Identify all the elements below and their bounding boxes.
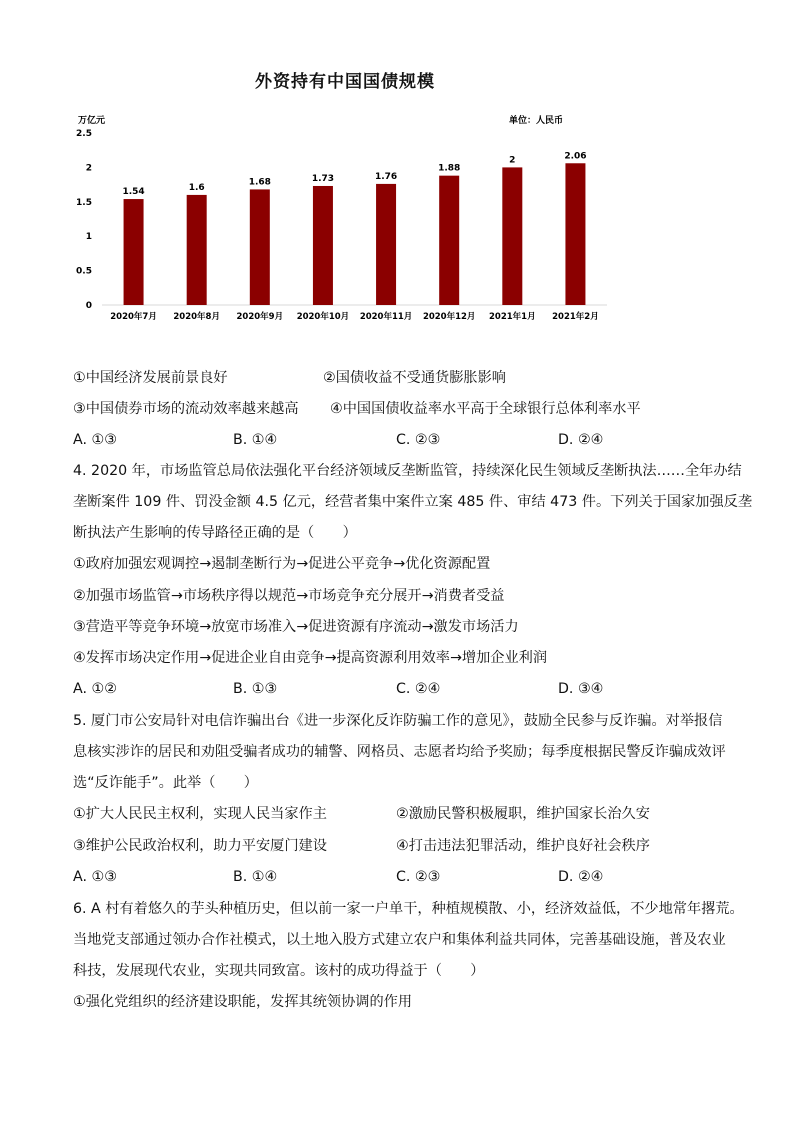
data-label: 1.88 <box>438 163 461 174</box>
q5-statement-1: ①扩大人民民主权利，实现人民当家作主 <box>73 806 327 822</box>
bar <box>124 199 144 305</box>
q5-stem-line-3: 选“反诈能手”。此举（ ） <box>73 775 258 791</box>
y-tick-label: 2.5 <box>76 129 92 139</box>
bar <box>502 167 522 305</box>
data-label: 1.76 <box>374 171 398 182</box>
x-tick-label: 2021年1月 <box>489 312 536 322</box>
q6-statement-1: ①强化党组织的经济建设职能，发挥其统领协调的作用 <box>73 994 413 1010</box>
x-tick-label: 2020年9月 <box>236 312 284 322</box>
q4-option-b: B. ①③ <box>233 681 278 697</box>
q5-option-c: C. ②③ <box>396 869 441 885</box>
data-label: 1.6 <box>188 182 205 193</box>
bar <box>250 189 270 305</box>
q4-statement-2: ②加强市场监管→市场秩序得以规范→市场竞争充分展开→消费者受益 <box>73 588 505 604</box>
q5-stem-line-2: 息核实涉诈的居民和劝阻受骗者成功的辅警、网格员、志愿者均给予奖励；每季度根据民警反诈骗成效评 <box>73 744 726 760</box>
bar <box>313 186 333 305</box>
bar <box>376 184 396 305</box>
q3-option-d: D. ②④ <box>558 432 604 448</box>
q4-stem-line-1: 4. 2020 年，市场监管总局依法强化平台经济领域反垄断监管，持续深化民生领域反垄断执法……全年办结 <box>73 463 742 479</box>
x-tick-label: 2020年11月 <box>359 312 413 322</box>
y-tick-label: 1.5 <box>76 197 92 208</box>
data-label: 2.06 <box>564 151 587 162</box>
x-tick-label: 2021年2月 <box>552 312 599 322</box>
y-axis-label: 万亿元 <box>78 116 106 126</box>
q4-statement-1: ①政府加强宏观调控→遏制垄断行为→促进公平竞争→优化资源配置 <box>73 556 491 572</box>
q5-stem-line-1: 5. 厦门市公安局针对电信诈骗出台《进一步深化反诈防骗工作的意见》，鼓励全民参与反诈骗。对举报信 <box>73 713 723 729</box>
q4-stem-line-3: 断执法产生影响的传导路径正确的是（ ） <box>73 525 357 541</box>
q6-stem-line-2: 当地党支部通过领办合作社模式，以土地入股方式建立农户和集体利益共同体，完善基础设施，普及农业 <box>73 932 726 948</box>
bar <box>439 176 459 305</box>
q4-statement-4: ④发挥市场决定作用→促进企业自由竞争→提高资源利用效率→增加企业利润 <box>73 650 548 666</box>
q3-statement-4: ④中国国债收益率水平高于全球银行总体利率水平 <box>330 401 641 417</box>
bar <box>565 163 585 305</box>
q4-statement-3: ③营造平等竞争环境→放宽市场准入→促进资源有序流动→激发市场活力 <box>73 619 519 635</box>
q3-statement-1: ①中国经济发展前景良好 <box>73 370 228 386</box>
q5-option-a: A. ①③ <box>73 869 117 885</box>
data-label: 2 <box>509 155 516 166</box>
x-tick-label: 2020年7月 <box>110 312 157 322</box>
q5-statement-3: ③维护公民政治权利，助力平安厦门建设 <box>73 838 327 854</box>
bar <box>187 195 207 305</box>
q6-stem-line-3: 科技，发展现代农业，实现共同致富。该村的成功得益于（ ） <box>73 963 485 979</box>
unit-note: 单位：人民币 <box>508 116 563 126</box>
x-tick-label: 2020年12月 <box>422 312 476 322</box>
x-tick-label: 2020年8月 <box>173 312 220 322</box>
q4-option-c: C. ②④ <box>396 681 441 697</box>
q3-option-b: B. ①④ <box>233 432 278 448</box>
q3-option-a: A. ①③ <box>73 432 117 448</box>
y-tick-label: 0.5 <box>76 266 92 277</box>
q3-option-c: C. ②③ <box>396 432 441 448</box>
y-tick-label: 2 <box>85 163 92 174</box>
y-tick-label: 0 <box>85 301 92 311</box>
q4-stem-line-2: 垄断案件 109 件、罚没金额 4.5 亿元，经营者集中案件立案 485 件、审结 473 件。下列关于国家加强反垄 <box>73 494 753 510</box>
q5-option-d: D. ②④ <box>558 869 604 885</box>
q5-statement-4: ④打击违法犯罪活动，维护良好社会秩序 <box>396 838 650 854</box>
bar-chart <box>70 108 615 330</box>
q3-statement-3: ③中国债券市场的流动效率越来越高 <box>73 401 299 417</box>
q4-option-a: A. ①② <box>73 681 117 697</box>
q3-statement-2: ②国债收益不受通货膨胀影响 <box>323 370 506 386</box>
y-tick-label: 1 <box>85 232 92 243</box>
q5-option-b: B. ①④ <box>233 869 278 885</box>
q4-option-d: D. ③④ <box>558 681 604 697</box>
x-tick-label: 2020年10月 <box>296 312 350 322</box>
q6-stem-line-1: 6. A 村有着悠久的芋头种植历史，但以前一家一户单干，种植规模散、小，经济效益低，不少地常年撂荒。 <box>73 901 744 917</box>
data-label: 1.54 <box>122 187 145 198</box>
data-label: 1.68 <box>248 177 271 188</box>
data-label: 1.73 <box>311 173 335 184</box>
q5-statement-2: ②激励民警积极履职，维护国家长治久安 <box>396 806 650 822</box>
chart-title: 外资持有中国国债规模 <box>255 72 435 92</box>
